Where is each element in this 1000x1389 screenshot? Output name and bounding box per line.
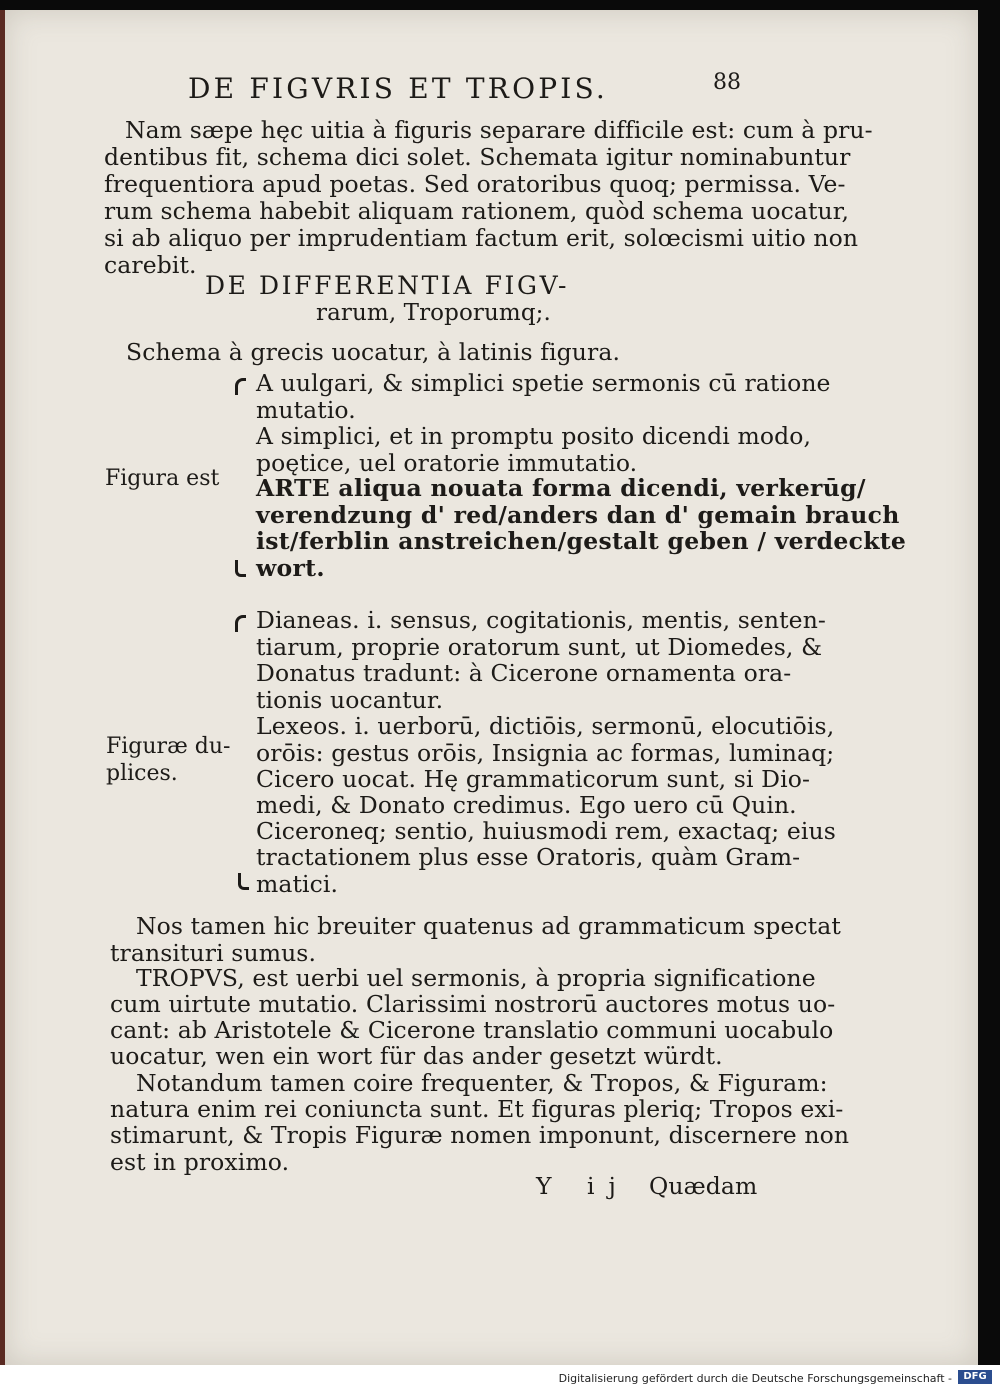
figura-label: Figura est <box>105 466 220 491</box>
signature-mark: Y ij <box>536 1172 630 1200</box>
figurae-line: Lexeos. i. uerborū, dictiōis, sermonū, elocutiōis, <box>256 712 835 740</box>
figura-line: poętice, uel oratorie immutatio. <box>256 449 638 477</box>
brace-bottom <box>235 560 246 577</box>
text-line: Notandum tamen coire frequenter, & Tropos, & Figuram: <box>136 1069 828 1097</box>
text-line: frequentiora apud poetas. Sed oratoribus quoq; permissa. Ve- <box>104 170 846 198</box>
text-line: TROPVS, est uerbi uel sermonis, à propria significatione <box>136 964 816 992</box>
brace-top <box>235 615 246 632</box>
text-line: carebit. <box>104 251 197 279</box>
folio-number: 88 <box>713 70 741 95</box>
text-line: cum uirtute mutatio. Clarissimi nostrorū auctores motus uo- <box>110 990 836 1018</box>
figurae-line: matici. <box>256 870 339 898</box>
footer-credit: Digitalisierung gefördert durch die Deutsche Forschungsgemeinschaft - <box>558 1372 952 1385</box>
dfg-logo-icon: DFG <box>958 1370 992 1384</box>
text-line: si ab aliquo per imprudentiam factum erit, solœcismi uitio non <box>104 224 859 252</box>
figurae-line: tractationem plus esse Oratoris, quàm Gram- <box>256 843 801 871</box>
figurae-line: tiarum, proprie oratorum sunt, ut Diomedes, & <box>256 633 823 661</box>
figurae-line: tionis uocantur. <box>256 686 444 714</box>
section-heading: DE DIFFERENTIA FIGV- <box>205 271 569 300</box>
text-line: stimarunt, & Tropis Figuræ nomen imponunt, discernere non <box>110 1121 850 1149</box>
text-line: natura enim rei coniuncta sunt. Et figuras pleriq; Tropos exi- <box>110 1095 844 1123</box>
figurae-line: medi, & Donato credimus. Ego uero cū Quin. <box>256 791 797 819</box>
figura-line: verendzung d' red/anders dan d' gemain brauch <box>256 501 900 529</box>
text-line: uocatur, wen ein wort für das ander gesetzt würdt. <box>110 1042 723 1070</box>
figura-line: A simplici, et in promptu posito dicendi modo, <box>256 422 812 450</box>
figurae-label: Figuræ du- <box>106 734 231 759</box>
figura-line: A uulgari, & simplici spetie sermonis cū ratione <box>256 369 831 397</box>
brace-top <box>235 378 246 395</box>
figura-line: mutatio. <box>256 396 356 424</box>
figurae-line: Cicero uocat. Hę grammaticorum sunt, si Dio- <box>256 765 810 793</box>
figura-line: wort. <box>256 554 325 582</box>
figurae-line: Ciceroneq; sentio, huiusmodi rem, exactaq; eius <box>256 817 836 845</box>
text-line: rum schema habebit aliquam rationem, quòd schema uocatur, <box>104 197 850 225</box>
running-head: DE FIGVRIS ET TROPIS. <box>188 72 609 105</box>
schema-definition: Schema à grecis uocatur, à latinis figura. <box>126 338 621 366</box>
text-line: dentibus fit, schema dici solet. Schemata igitur nominabuntur <box>104 143 851 171</box>
figurae-line: orōis: gestus orōis, Insignia ac formas, luminaq; <box>256 739 835 767</box>
text-line: est in proximo. <box>110 1148 290 1176</box>
section-heading-cont: rarum, Troporumq;. <box>316 300 551 326</box>
text-line: transituri sumus. <box>110 939 317 967</box>
figurae-label-cont: plices. <box>106 761 178 786</box>
text-line: Nam sæpe hęc uitia à figuris separare difficile est: cum à pru- <box>125 116 873 144</box>
catchword: Quædam <box>649 1172 758 1200</box>
text-line: Nos tamen hic breuiter quatenus ad grammaticum spectat <box>136 912 841 940</box>
figurae-line: Donatus tradunt: à Cicerone ornamenta ora- <box>256 659 792 687</box>
figura-line: ist/ferblin anstreichen/gestalt geben / verdeckte <box>256 527 907 555</box>
figura-line: ARTE aliqua nouata forma dicendi, verkerūg/ <box>256 474 866 502</box>
figurae-line: Dianeas. i. sensus, cogitationis, mentis, senten- <box>256 606 826 634</box>
brace-bottom <box>238 873 249 890</box>
text-line: cant: ab Aristotele & Cicerone translatio communi uocabulo <box>110 1016 834 1044</box>
